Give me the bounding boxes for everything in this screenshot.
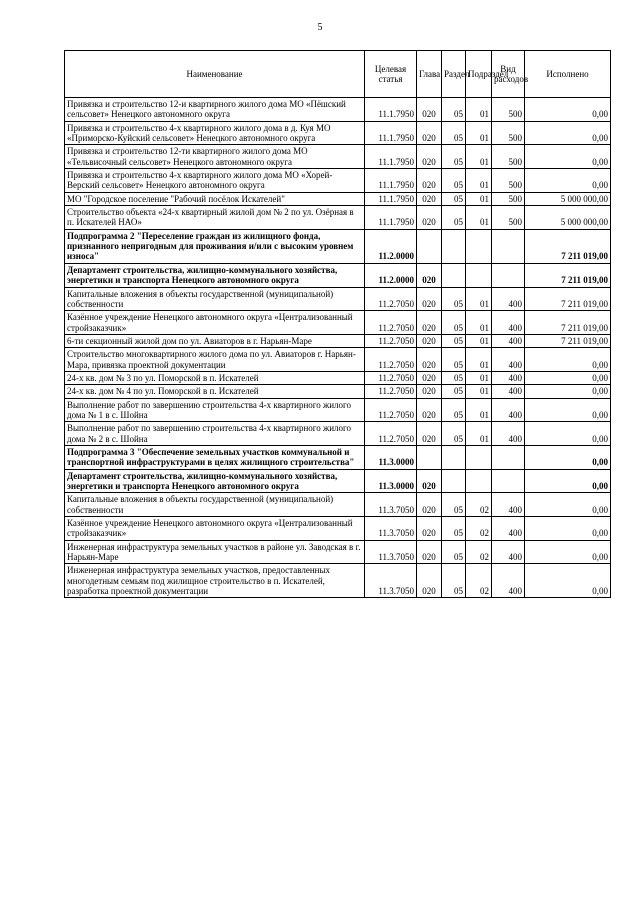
table-row xyxy=(65,398,611,422)
header-name: Наименование xyxy=(65,51,365,98)
cell-name: 6-ти секционный жилой дом по ул. Авиаторов в г. Нарьян-Маре xyxy=(65,334,365,347)
cell-subsection: 01 xyxy=(466,311,492,335)
cell-chief xyxy=(417,229,442,263)
cell-article: 11.2.7050 xyxy=(365,398,417,422)
cell-name: Подпрограмма 2 "Переселение граждан из жилищного фонда, признанного непригодным для проживания и/или с высоким уровнем износа" xyxy=(65,229,365,263)
cell-executed: 0,00 xyxy=(525,371,611,384)
cell-subsection: 01 xyxy=(466,348,492,372)
cell-subsection xyxy=(466,445,492,469)
cell-name: Департамент строительства, жилищно-коммунального хозяйства, энергетики и транспорта Ненецкого автономного округа xyxy=(65,263,365,287)
cell-article: 11.1.7950 xyxy=(365,169,417,193)
cell-chief: 020 xyxy=(417,263,442,287)
cell-expense-type: 500 xyxy=(492,206,525,230)
cell-executed: 0,00 xyxy=(525,348,611,372)
cell-chief: 020 xyxy=(417,192,442,205)
cell-section: 05 xyxy=(442,493,466,517)
header-chief: Глава xyxy=(417,51,442,98)
cell-article: 11.1.7950 xyxy=(365,192,417,205)
cell-subsection: 01 xyxy=(466,145,492,169)
table-row xyxy=(65,169,611,193)
cell-chief: 020 xyxy=(417,98,442,122)
table-row xyxy=(65,192,611,205)
cell-subsection: 01 xyxy=(466,98,492,122)
cell-article: 11.2.7050 xyxy=(365,334,417,347)
cell-expense-type: 400 xyxy=(492,287,525,311)
cell-section: 05 xyxy=(442,169,466,193)
cell-executed: 0,00 xyxy=(525,445,611,469)
cell-chief: 020 xyxy=(417,287,442,311)
cell-name: Капитальные вложения в объекты государственной (муниципальной) собственности xyxy=(65,493,365,517)
cell-name: Капитальные вложения в объекты государственной (муниципальной) собственности xyxy=(65,287,365,311)
cell-expense-type: 400 xyxy=(492,385,525,398)
cell-section: 05 xyxy=(442,564,466,598)
cell-name: Выполнение работ по завершению строительства 4-х квартирного жилого дома № 2 в с. Шойна xyxy=(65,422,365,446)
cell-section xyxy=(442,263,466,287)
cell-subsection: 02 xyxy=(466,493,492,517)
cell-executed: 7 211 019,00 xyxy=(525,229,611,263)
cell-article: 11.3.7050 xyxy=(365,540,417,564)
cell-expense-type: 500 xyxy=(492,121,525,145)
cell-subsection: 01 xyxy=(466,121,492,145)
cell-article: 11.2.0000 xyxy=(365,229,417,263)
cell-chief: 020 xyxy=(417,169,442,193)
cell-chief: 020 xyxy=(417,348,442,372)
table-row xyxy=(65,311,611,335)
table-row xyxy=(65,263,611,287)
table-row xyxy=(65,371,611,384)
cell-executed: 0,00 xyxy=(525,493,611,517)
cell-article: 11.1.7950 xyxy=(365,145,417,169)
cell-executed: 0,00 xyxy=(525,121,611,145)
table-row xyxy=(65,517,611,541)
header-article: Целевая статья xyxy=(365,51,417,98)
table-row xyxy=(65,334,611,347)
cell-name: Строительство объекта «24-х квартирный жилой дом № 2 по ул. Озёрная в п. Искателей НАО» xyxy=(65,206,365,230)
cell-section: 05 xyxy=(442,422,466,446)
header-subsection: Подраздел xyxy=(466,51,492,98)
cell-executed: 5 000 000,00 xyxy=(525,206,611,230)
cell-expense-type: 400 xyxy=(492,493,525,517)
cell-section: 05 xyxy=(442,145,466,169)
cell-name: МО "Городское поселение "Рабочий посёлок Искателей" xyxy=(65,192,365,205)
cell-chief: 020 xyxy=(417,493,442,517)
cell-executed: 0,00 xyxy=(525,169,611,193)
cell-subsection: 01 xyxy=(466,422,492,446)
table-row xyxy=(65,564,611,598)
cell-section: 05 xyxy=(442,206,466,230)
table-row xyxy=(65,540,611,564)
table-row xyxy=(65,385,611,398)
cell-name: Казённое учреждение Ненецкого автономного округа «Централизованный стройзаказчик» xyxy=(65,311,365,335)
cell-name: Привязка и строительство 4-х квартирного жилого дома в д. Куя МО «Приморско-Куйский сельсовет» Ненецкого автономного округа xyxy=(65,121,365,145)
cell-expense-type: 400 xyxy=(492,517,525,541)
cell-expense-type: 400 xyxy=(492,422,525,446)
cell-subsection xyxy=(466,263,492,287)
cell-subsection: 01 xyxy=(466,192,492,205)
cell-subsection: 01 xyxy=(466,371,492,384)
cell-section: 05 xyxy=(442,348,466,372)
cell-expense-type: 500 xyxy=(492,192,525,205)
cell-section: 05 xyxy=(442,371,466,384)
cell-executed: 7 211 019,00 xyxy=(525,287,611,311)
cell-expense-type: 400 xyxy=(492,348,525,372)
cell-subsection: 02 xyxy=(466,517,492,541)
cell-article: 11.2.7050 xyxy=(365,348,417,372)
table-row xyxy=(65,469,611,493)
table-row xyxy=(65,229,611,263)
cell-subsection: 01 xyxy=(466,385,492,398)
cell-section: 05 xyxy=(442,398,466,422)
cell-name: Привязка и строительство 12-и квартирного жилого дома МО «Пёшский сельсовет» Ненецкого автономного округа xyxy=(65,98,365,122)
cell-expense-type: 400 xyxy=(492,311,525,335)
cell-expense-type: 500 xyxy=(492,145,525,169)
cell-subsection: 01 xyxy=(466,334,492,347)
cell-executed: 0,00 xyxy=(525,540,611,564)
cell-section: 05 xyxy=(442,311,466,335)
cell-executed: 0,00 xyxy=(525,564,611,598)
header-section: Раздел xyxy=(442,51,466,98)
table-row xyxy=(65,121,611,145)
cell-executed: 0,00 xyxy=(525,422,611,446)
cell-chief: 020 xyxy=(417,540,442,564)
cell-subsection: 02 xyxy=(466,540,492,564)
table-row xyxy=(65,445,611,469)
cell-article: 11.2.7050 xyxy=(365,385,417,398)
cell-article: 11.2.7050 xyxy=(365,311,417,335)
cell-chief: 020 xyxy=(417,121,442,145)
cell-article: 11.3.0000 xyxy=(365,445,417,469)
cell-section: 05 xyxy=(442,385,466,398)
cell-expense-type: 400 xyxy=(492,334,525,347)
cell-subsection xyxy=(466,469,492,493)
header-expense-type: Вид расходов xyxy=(492,51,525,98)
budget-table xyxy=(64,50,611,598)
cell-article: 11.3.0000 xyxy=(365,469,417,493)
cell-article: 11.3.7050 xyxy=(365,517,417,541)
table-body xyxy=(65,98,611,598)
table-row xyxy=(65,206,611,230)
cell-article: 11.2.7050 xyxy=(365,422,417,446)
cell-chief: 020 xyxy=(417,334,442,347)
cell-chief: 020 xyxy=(417,371,442,384)
cell-executed: 0,00 xyxy=(525,398,611,422)
cell-expense-type: 400 xyxy=(492,564,525,598)
cell-executed: 0,00 xyxy=(525,469,611,493)
cell-section xyxy=(442,229,466,263)
cell-article: 11.2.7050 xyxy=(365,287,417,311)
cell-chief: 020 xyxy=(417,469,442,493)
cell-name: 24-х кв. дом № 4 по ул. Поморской в п. Искателей xyxy=(65,385,365,398)
cell-article: 11.1.7950 xyxy=(365,121,417,145)
cell-section: 05 xyxy=(442,192,466,205)
cell-expense-type: 400 xyxy=(492,371,525,384)
table-row xyxy=(65,145,611,169)
cell-name: Строительство многоквартирного жилого дома по ул. Авиаторов г. Нарьян-Мара, привязка проектной документации xyxy=(65,348,365,372)
cell-section: 05 xyxy=(442,334,466,347)
cell-executed: 5 000 000,00 xyxy=(525,192,611,205)
cell-expense-type xyxy=(492,263,525,287)
cell-chief: 020 xyxy=(417,422,442,446)
cell-executed: 7 211 019,00 xyxy=(525,263,611,287)
cell-section: 05 xyxy=(442,517,466,541)
cell-executed: 0,00 xyxy=(525,385,611,398)
cell-subsection xyxy=(466,229,492,263)
cell-chief: 020 xyxy=(417,385,442,398)
cell-section: 05 xyxy=(442,121,466,145)
cell-expense-type: 500 xyxy=(492,169,525,193)
cell-expense-type: 400 xyxy=(492,540,525,564)
cell-expense-type: 500 xyxy=(492,98,525,122)
cell-section xyxy=(442,469,466,493)
table-row xyxy=(65,287,611,311)
cell-executed: 7 211 019,00 xyxy=(525,311,611,335)
cell-subsection: 01 xyxy=(466,398,492,422)
cell-name: Подпрограмма 3 "Обеспечение земельных участков коммунальной и транспортной инфраструктурами в целях жилищного строительства" xyxy=(65,445,365,469)
cell-expense-type: 400 xyxy=(492,398,525,422)
cell-subsection: 01 xyxy=(466,169,492,193)
cell-section: 05 xyxy=(442,98,466,122)
header-executed: Исполнено xyxy=(525,51,611,98)
cell-section: 05 xyxy=(442,287,466,311)
cell-name: Инженерная инфраструктура земельных участков, предоставленных многодетным семьям под жилищное строительство в п. Искателей, разработка проектной документации xyxy=(65,564,365,598)
cell-expense-type xyxy=(492,469,525,493)
cell-name: Казённое учреждение Ненецкого автономного округа «Централизованный стройзаказчик» xyxy=(65,517,365,541)
cell-executed: 0,00 xyxy=(525,98,611,122)
cell-executed: 0,00 xyxy=(525,145,611,169)
cell-subsection: 01 xyxy=(466,287,492,311)
cell-chief xyxy=(417,445,442,469)
cell-chief: 020 xyxy=(417,206,442,230)
cell-chief: 020 xyxy=(417,145,442,169)
cell-chief: 020 xyxy=(417,311,442,335)
table-row xyxy=(65,98,611,122)
cell-executed: 7 211 019,00 xyxy=(525,334,611,347)
cell-subsection: 02 xyxy=(466,564,492,598)
cell-article: 11.1.7950 xyxy=(365,98,417,122)
cell-chief: 020 xyxy=(417,564,442,598)
cell-name: Привязка и строительство 12-ти квартирного жилого дома МО «Тельвисочный сельсовет» Ненецкого автономного округа xyxy=(65,145,365,169)
cell-article: 11.2.0000 xyxy=(365,263,417,287)
table-row xyxy=(65,422,611,446)
table-row xyxy=(65,348,611,372)
cell-name: Выполнение работ по завершению строительства 4-х квартирного жилого дома № 1 в с. Шойна xyxy=(65,398,365,422)
cell-name: Департамент строительства, жилищно-коммунального хозяйства, энергетики и транспорта Ненецкого автономного округа xyxy=(65,469,365,493)
table-header-row xyxy=(65,51,611,98)
page-number: 5 xyxy=(317,22,323,33)
cell-name: Привязка и строительство 4-х квартирного жилого дома МО «Хорей-Верский сельсовет» Ненецкого автономного округа xyxy=(65,169,365,193)
table-row xyxy=(65,493,611,517)
cell-section: 05 xyxy=(442,540,466,564)
cell-article: 11.1.7950 xyxy=(365,206,417,230)
cell-chief: 020 xyxy=(417,398,442,422)
cell-article: 11.3.7050 xyxy=(365,493,417,517)
cell-name: 24-х кв. дом № 3 по ул. Поморской в п. Искателей xyxy=(65,371,365,384)
cell-article: 11.2.7050 xyxy=(365,371,417,384)
cell-section xyxy=(442,445,466,469)
cell-subsection: 01 xyxy=(466,206,492,230)
cell-name: Инженерная инфраструктура земельных участков в районе ул. Заводская в г. Нарьян-Маре xyxy=(65,540,365,564)
cell-expense-type xyxy=(492,445,525,469)
cell-article: 11.3.7050 xyxy=(365,564,417,598)
cell-chief: 020 xyxy=(417,517,442,541)
cell-expense-type xyxy=(492,229,525,263)
cell-executed: 0,00 xyxy=(525,517,611,541)
